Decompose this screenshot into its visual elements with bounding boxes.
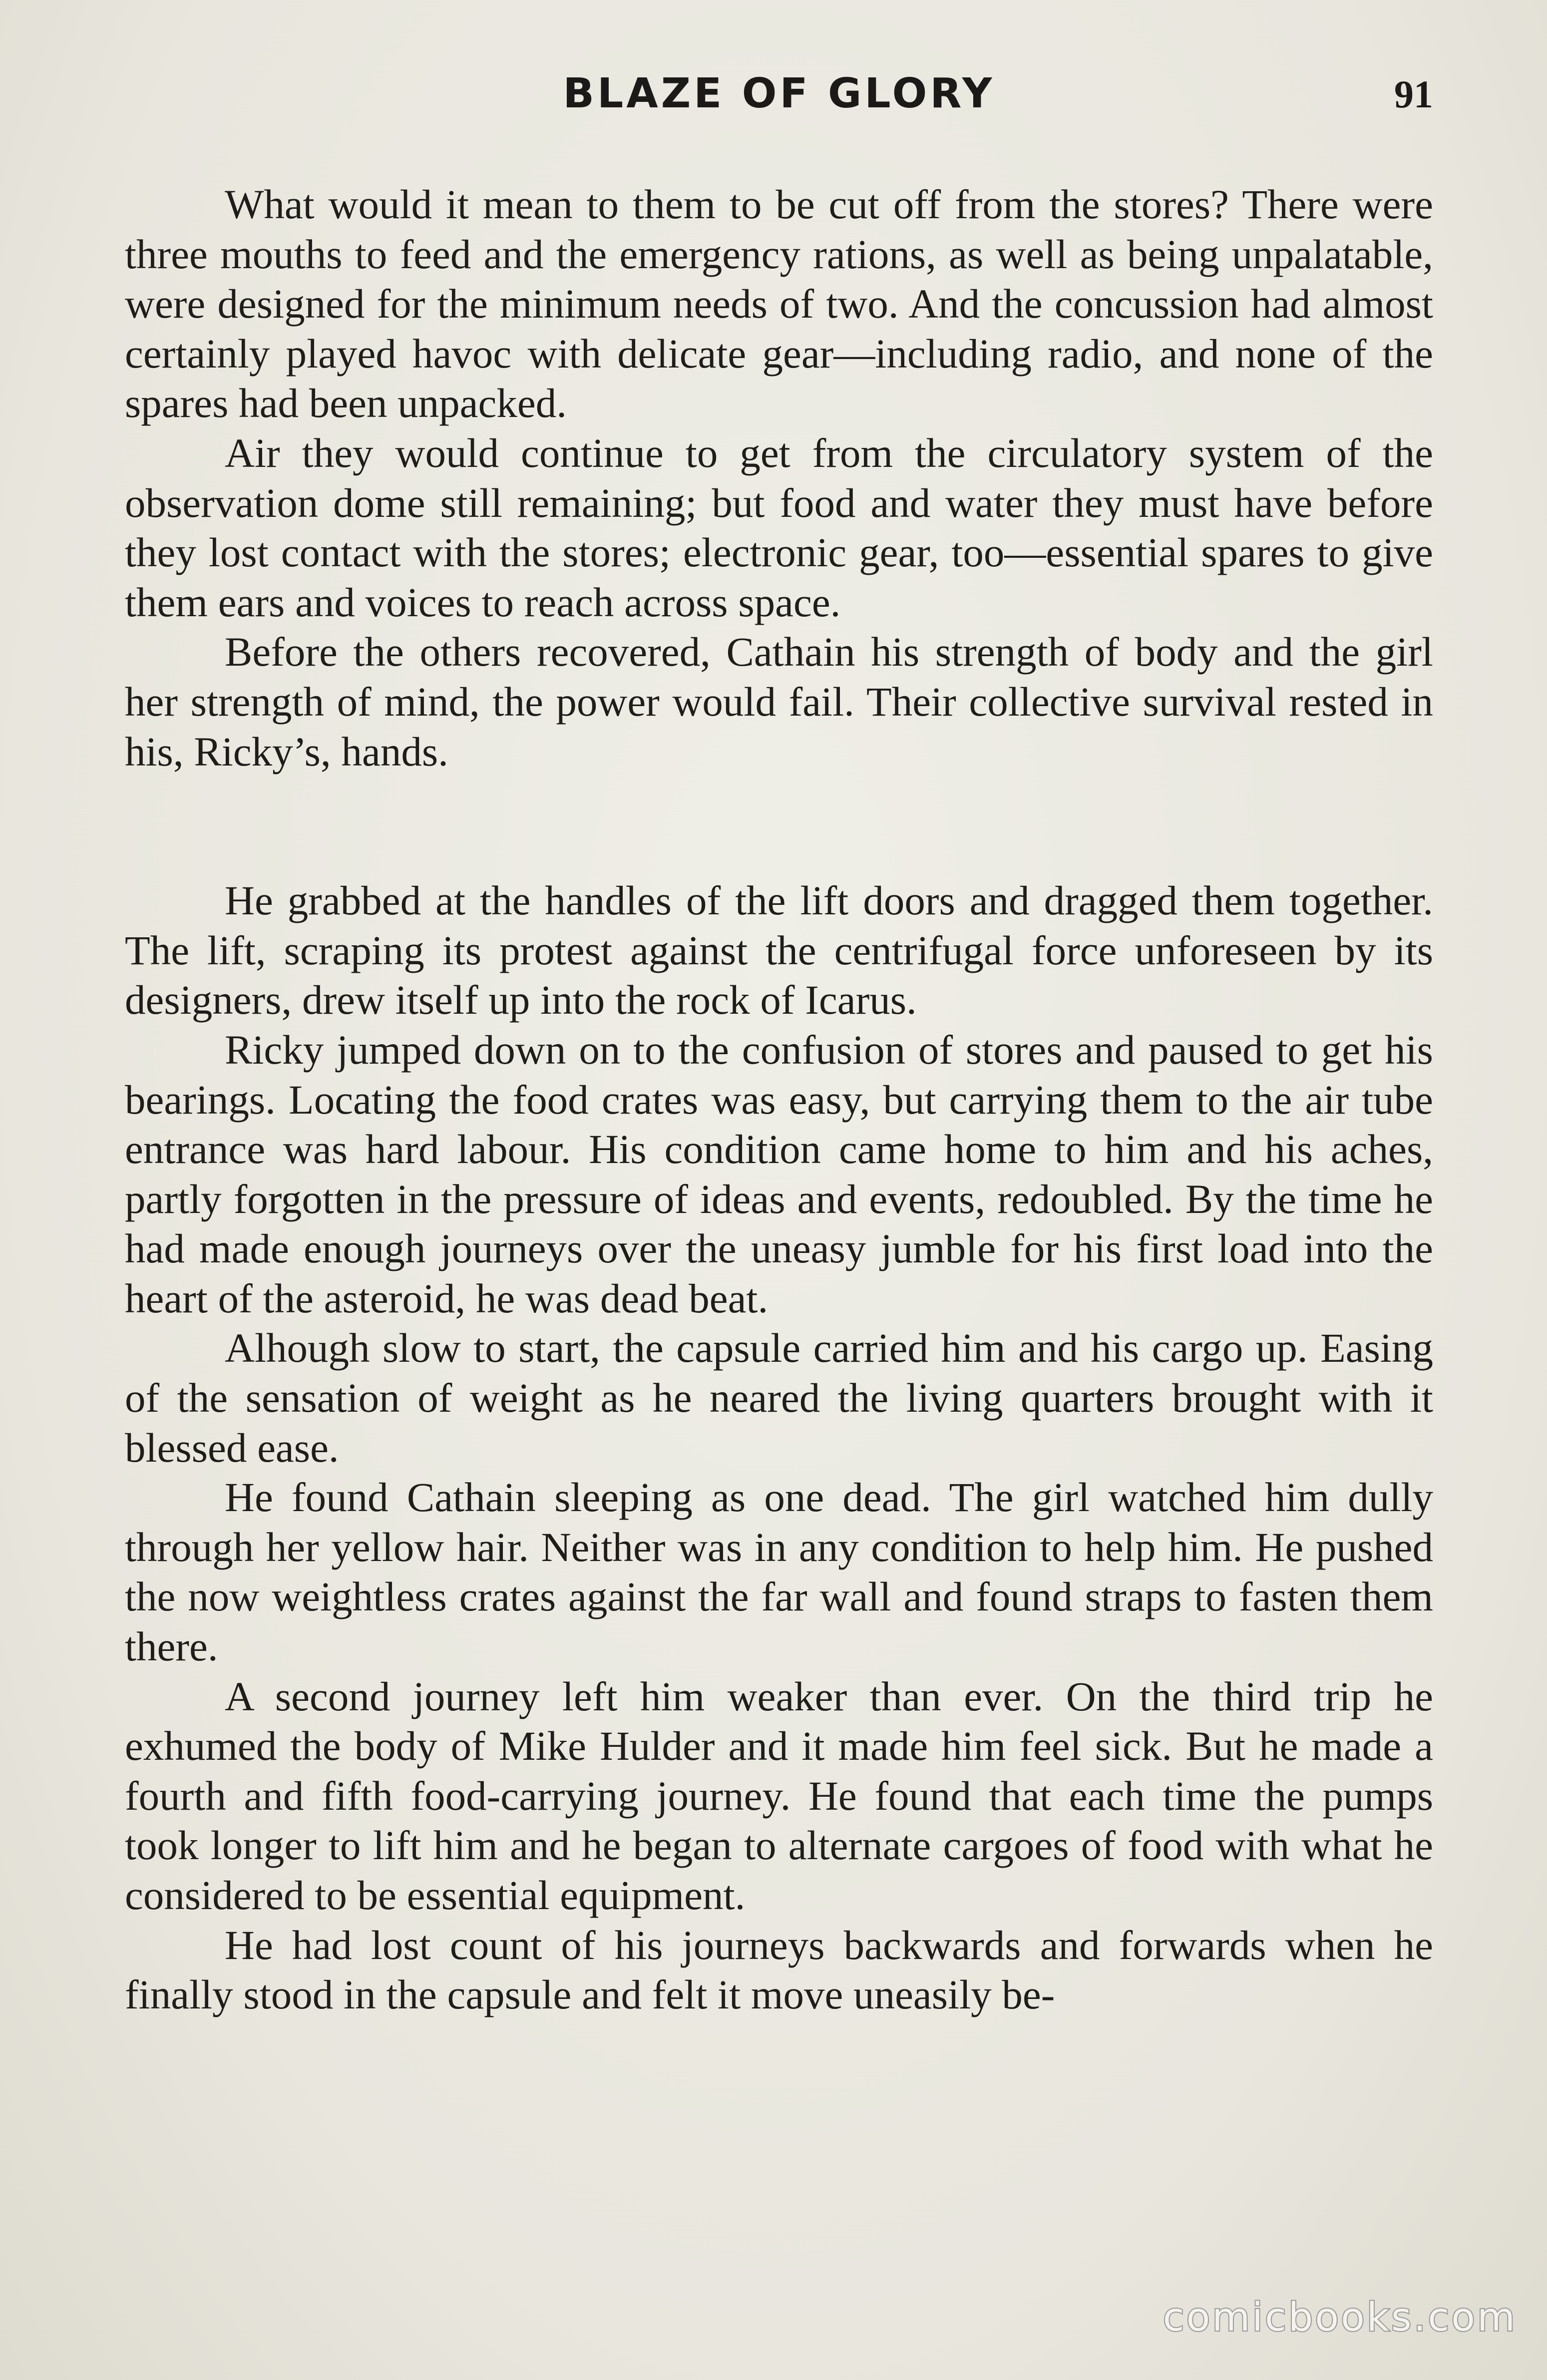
watermark: comicbooks.com: [1162, 2295, 1517, 2340]
paragraph: He grabbed at the handles of the lift doors and dragged them together. The lift, scraping its protest against the centrifugal force unforeseen by its designers, drew itself up into the rock of Icarus.: [125, 877, 1433, 1023]
paragraph: He had lost count of his journeys backwards and forwards when he finally stood in the capsule and felt it move uneasily be-: [125, 1922, 1433, 2018]
page-number: 91: [1394, 72, 1433, 116]
page-header: [125, 70, 1433, 130]
paragraph: A second journey left him weaker than ever. On the third trip he exhumed the body of Mike Hulder and it made him feel sick. But he made a fourth and fifth food-carrying journey. He found that each time the pumps took longer to lift him and he began to alternate cargoes of food with what he considered to be essential equipment.: [125, 1673, 1433, 1918]
body-text: [125, 180, 1433, 2020]
paragraph: He found Cathain sleeping as one dead. The girl watched him dully through her yellow hair. Neither was in any condition to help him. He pushed the now weightless crates against the far wall and found straps to fasten them there.: [125, 1474, 1433, 1670]
paragraph: What would it mean to them to be cut off from the stores? There were three mouths to feed and the emergency rations, as well as being unpalatable, were designed for the minimum needs of two. And the concussion had almost certainly played havoc with delicate gear—including radio, and none of the spares had been unpacked.: [125, 181, 1433, 426]
paragraph: Air they would continue to get from the circulatory system of the observation dome still remaining; but food and water they must have before they lost contact with the stores; electronic gear, too—essential spares to give them ears and voices to reach across space.: [125, 429, 1433, 625]
running-title: BLAZE OF GLORY: [563, 70, 995, 117]
paragraph: Ricky jumped down on to the confusion of stores and paused to get his bearings. Locating the food crates was easy, but carrying them to the air tube entrance was hard labour. His condition came home to him and his aches, partly forgotten in the pressure of ideas and events, redoubled. By the time he had made enough journeys over the uneasy jumble for his first load into the heart of the asteroid, he was dead beat.: [125, 1026, 1433, 1321]
paragraph: Alhough slow to start, the capsule carried him and his cargo up. Easing of the sensation of weight as he neared the living quarters brought with it blessed ease.: [125, 1325, 1433, 1471]
paragraph: Before the others recovered, Cathain his strength of body and the girl her strength of mind, the power would fail. Their collective survival rested in his, Ricky’s, hands.: [125, 629, 1433, 775]
